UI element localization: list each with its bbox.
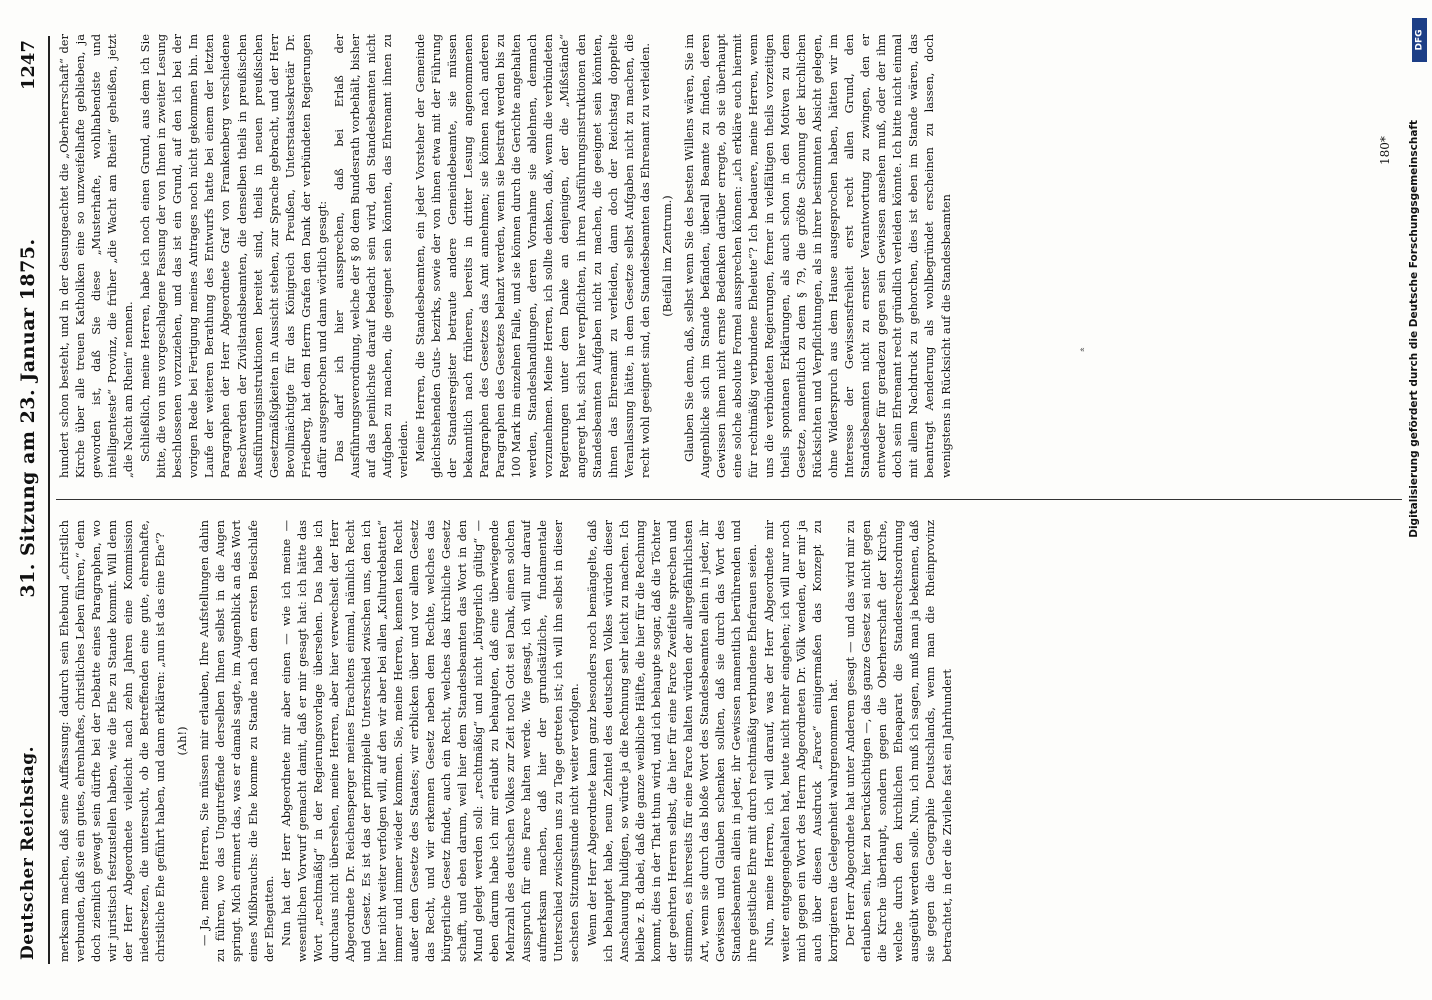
header-rule bbox=[48, 36, 50, 964]
paragraph: merksam machen, daß seine Auffassung: dadurch sein Ehebund „christlich verbunden, daß sie ein gutes, ehrenhaftes, christliches Leben führen,“ denn doch ziemlich gewagt sein dürfte bei der Debatte eines Paragraphen, wo wir juristisch festzustellen haben, wie die Ehe zu Stande kommt. Will denn der Herr Abgeordnete vielleicht nach zehn Jahren eine Kommission niedersetzen, die untersucht, ob die Betreffenden eine gute, ehrenhafte, christliche Ehe geführt haben, und dann erklären: „nun ist das eine Ehe“? bbox=[57, 520, 168, 962]
paragraph: Wenn der Herr Abgeordnete kann ganz besonders noch bemängelte, daß ich behauptet habe, neun Zehntel des deutschen Volkes würden dieser Anschauung huldigen, so würde ja die Rechnung sehr leicht zu machen. Ich bleibe z. B. dabei, daß die ganze weibliche Hälfte, die hier für die Rechnung kommt, dies in der That thun wird, und ich behaupte sogar, daß die Töchter der geehrten Herren selbst, die hier für eine Farce Zweifelte sprechen und stimmen, es ihrerseits für eine Farce halten würden der allergefährlichsten Art, wenn sie durch das bloße Wort des Standesbeamten allein in jeder, ihr Gewissen und Glauben schenken sollten, daß sie durch das Wort des Standesbeamten allein in jeder, ihr Gewissen namentlich berührenden und ihre geistliche Ehre mit durch rechtmäßig verbundene Ehefrauen seien. bbox=[584, 520, 759, 962]
paragraph: Glauben Sie denn, daß, selbst wenn Sie des besten Willens wären, Sie im Augenblicke sich im Stande befänden, überall Beamte zu finden, deren Gewissen ihnen nicht ernste Bedenken darüber erregte, ob sie überhaupt eine solche absolute Formel aussprechen können: „ich erkläre euch hiermit für rechtmäßig verbundene Eheleute“? Ich bedauere, meine Herren, wenn uns die verbündeten Regierungen, ferner in vielfältigen theils vorzeitigen theils spontanen Erklärungen, als auch schon in den Motiven zu dem Gesetze, namentlich zu dem § 79, die größte Schonung der kirchlichen Rücksichten und Verpflichtungen, als in ihrer bestimmten Absicht gelegen, ohne Widerspruch aus dem Hause ausgesprochen haben, hätten wir im Interesse der Gewissensfreiheit erst recht allen Grund, den Standesbeamten nicht zu ernster Verantwortung zu zwingen, den er entweder für geradezu gegen sein Gewissen ansehen muß, oder der ihm doch sein Ehrenamt recht gründlich verleiden könnte. Ich bitte nicht einmal mit allem Nachdruck zu gehorchen, dies ist eben im Stande wären, das beantragt Aenderung als wohlbegründet erscheinen zu lassen, doch wenigstens in Rücksicht auf die Standesbeamten bbox=[681, 34, 953, 478]
interjection: (Beifall im Zentrum.) bbox=[659, 195, 674, 317]
paragraph: hundert schon besteht, und in der desungeachtet die „Oberherrschaft“ der Kirche über alle treuen Katholiken eine so unzweifelhafte geblieben, ja geworden ist, daß Sie diese „Musterhafte, wohlhabendste und intelligenteste“ Provinz, die früher „die Wacht am Rhein“ geheißen, jetzt „die Nacht am Rhein“ nennen. bbox=[57, 34, 136, 478]
digitization-credit-text: Digitalisierung gefördert durch die Deutsche Forschungsgemeinschaft bbox=[1408, 120, 1420, 538]
session-title: 31. Sitzung am 23. Januar 1875. bbox=[17, 238, 39, 598]
digitization-credit bbox=[1408, 120, 1428, 990]
speck-mark: « bbox=[1080, 344, 1085, 354]
paragraph: Nun, meine Herren, ich will darauf, was der Herr Abgeordnete mir weiter entgegengehalten hat, heute nicht mehr eingehen; ich will nur noch mich gegen ein Wort des Herrn Abgeordneten Dr. Völk wenden, der mir ja auch über diesen Ausdruck „Farce“ einigermaßen das Konzept zu korrigieren die Gelegenheit wahrgenommen hat. bbox=[762, 520, 841, 962]
journal-title: Deutscher Reichstag. bbox=[18, 745, 38, 960]
paragraph: Schließlich, meine Herren, habe ich noch einen Grund, aus dem ich Sie bitte, die von uns vorgeschlagene Fassung der von Ihnen in zweiter Lesung beschlossenen vorzuziehen, und das ist ein Grund, auf den ich bei der vorigen Rede bei Fertigung meines Antrages noch nicht gekommen bin. Im Laufe der weiteren Berathung des Entwurfs hatte bei einem der letzten Paragraphen der Herr Abgeordnete Graf von Frankenberg verschiedene Beschwerden der Zivilstandsbeamten, die denselben theils in preußischen Ausführungsinstruktionen bereitet sind, theils in neuen preußischen Gesetzmäßigkeiten in Aussicht stehen, zur Sprache gebracht, und der Herr Bevollmächtigte für das Königreich Preußen, Unterstaatssekretär Dr. Friedberg, hat dem Herrn Grafen den Dank der verbündeten Regierungen dafür ausgesprochen und dann wörtlich gesagt: bbox=[138, 34, 329, 478]
right-column bbox=[56, 34, 1408, 478]
dfg-logo-text: DFG bbox=[1414, 29, 1425, 51]
column-divider bbox=[56, 499, 1402, 500]
left-column bbox=[56, 520, 1408, 962]
paragraph: Der Herr Abgeordnete hat unter Anderem gesagt — und das wird mir zu erlauben sein, hier zu berücksichtigen —, das ganze Gesetz sei nicht gegen die Kirche überhaupt, sondern gegen die Oberherrschaft der Kirche, welche durch den kirchlichen Eheaparat die Standesrechtsordnung ausgeübt werden solle. Nun, ich muß ich sagen, muß man ja bekennen, daß sie gegen die Geographie Deutschlands, wenn man die Rheinprovinz betrachtet, in der die Zivilehe fast ein Jahrhundert bbox=[843, 520, 954, 962]
interjection: (Ah!) bbox=[175, 726, 190, 756]
dfg-logo-icon bbox=[1412, 18, 1427, 62]
running-head bbox=[14, 40, 42, 960]
paragraph: Das darf ich hier aussprechen, daß bei Erlaß der Ausführungsverordnung, welche der § 80 dem Bundesrath vorbehält, bisher auf das peinlichste darauf bedacht sein wird, den Standesbeamten nicht Aufgaben zu machen, die geeignet sein könnten, das Ehrenamt ihnen zu verleiden. bbox=[331, 34, 410, 478]
page-number: 1247 bbox=[17, 40, 39, 91]
paragraph: — Ja, meine Herren, Sie müssen mir erlauben, Ihre Aufstellungen dahin zu führen, wo das Ungutreffende derselben Ihnen selbst in die Augen springt. Mich erinnert das, was er damals sagte, im Augenblick an das Wort eines Mißbrauchs: die Ehe komme zu Stande nach dem ersten Beischlafe der Ehegatten. bbox=[197, 520, 276, 962]
paragraph: Nun hat der Herr Abgeordnete mir aber einen — wie ich meine — wesentlichen Vorwurf gemacht damit, daß er mir gesagt hat: ich hätte das Wort „rechtmäßig“ in der Regierungsvorlage übersehen. Das habe ich durchaus nicht übersehen, meine Herren, aber hier verwechselt der Herr Abgeordnete Dr. Reichensperger meines Erachtens einmal, nämlich Recht und Gesetz. Es ist das der prinzipielle Unterschied zwischen uns, den ich hier nicht weiter verfolgen will, auf den wir aber bei allen „Kulturdebatten“ immer und immer wieder kommen. Sie, meine Herren, kennen kein Recht außer dem Gesetze des Staates; wir erblicken über und vor allem Gesetz das Recht, und wir erkennen Gesetz neben dem Rechte, welches das bürgerliche Gesetz findet, auch ein Recht, welches das kirchliche Gesetz schafft, und eben darum, weil hier dem Standesbeamten das Wort in den Mund gelegt werden soll: „rechtmäßig“ und nicht „bürgerlich gültig“ — eben darum habe ich mir erlaubt zu behaupten, daß eine überwiegende Mehrzahl des deutschen Volkes zur Zeit noch Gott sei Dank, einen solchen Ausspruch für eine Farce halten werde. Wie gesagt, ich will nur darauf aufmerksam machen, daß hier der grundsätzliche, fundamentale Unterschied zwischen uns zu Tage getreten ist; ich will ihn selbst in dieser sechsten Sitzungsstunde nicht weiter verfolgen. bbox=[278, 520, 582, 962]
paragraph: Meine Herren, die Standesbeamten, ein jeder Vorsteher der Gemeinde gleichstehenden Guts- bezirks, sowie der von ihnen etwa mit der Führung der Standesregister betraute andere Gemeindebeamte, sie müssen bekanntlich nach früheren, bereits in dritter Lesung angenommenen Paragraphen des Gesetzes das Amt annehmen; sie können nach anderen Paragraphen des Gesetzes belanzt werden, wenn sie bestraft werden bis zu 100 Mark im einzelnen Falle, und sie können durch die Gerichte angehalten werden, Standeshandlungen, deren Vornahme sie ablehnen, demnach vorzunehmen. Meine Herren, ich sollte denken, daß, wenn die verbündeten Regierungen unter dem Danke an denjenigen, der die „Mißstände“ angeregt hat, sich hier verpflichten, in ihren Ausführungsinstruktionen den Standesbeamten Aufgaben nicht zu machen, die geeignet sein könnten, ihnen das Ehrenamt zu verleiden, dann doch der Reichstag doppelte Veranlassung hätte, in dem Gesetze selbst Aufgaben nicht zu machen, die recht wohl geeignet sind, den Standesbeamten das Ehrenamt zu verleiden. bbox=[413, 34, 652, 478]
signature-mark: 180* bbox=[1378, 136, 1392, 165]
